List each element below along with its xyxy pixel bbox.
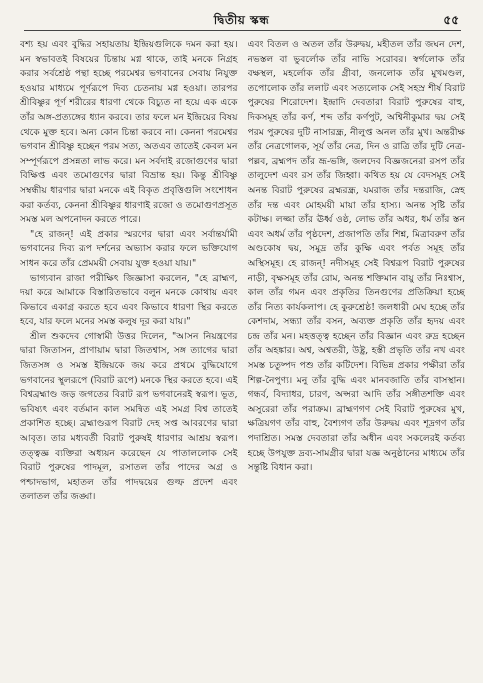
paragraph: এবং বিতল ও অতল তাঁর উরুদ্বয়, মহীতল তাঁর জঘন দেশ, নভস্তল বা ভুবর্লোক তাঁর নাভি সরোবর। স্বর্গলোক তাঁর বক্ষস্থল, মহর্লোক তাঁর গ্রীবা, জনলোক তাঁর মুখমণ্ডল, তপোলোক তাঁর ললাট এবং সত্যলোক সেই সহস্র শীর্ষ বিরাট পুরুষের শিরোদেশ। ইন্দ্রাদি দেবতারা বিরাট পুরুষের বাহু, দিকসমূহ তাঁর কর্ণ, শব্দ তাঁর কর্ণপুট, অশ্বিনীকুমার দ্বয় সেই পরম পুরুষের দুটি নাসারন্ধ্র, নীলুপ্ত অনল তাঁর মুখ। অন্তরীক্ষ তাঁর নেত্রগোলক, সূর্য তাঁর নেত্র, দিন ও রাত্রি তাঁর দুটি নেত্র-পল্লব, ব্রহ্মপদ তাঁর ভ্রূ-ভঙ্গি, জলদেব বিজ্ঞজনেরা রসপ তাঁর তালুদেশ এবং রস তাঁর জিহ্বা। কথিত হয় যে বেদসমূহ সেই অনন্ত বিরাট পুরুষের ব্রহ্মরন্ধ্র, যমরাজ তাঁর দন্তরাজি, স্নেহ তাঁর দন্ত এবং মোহময়ী মায়া তাঁর হাস্য। অনন্ত সৃষ্টি তাঁর কটাক্ষ। লজ্জা তাঁর ঊর্ধ্ব ওষ্ঠ, লোভ তাঁর অধর, ধর্ম তাঁর স্তন এবং অধর্ম তাঁর পৃষ্ঠদেশ, প্রজাপতি তাঁর শিশ্ন, মিত্রাবরুণ তাঁর অণ্ডকোষ দ্বয়, সমুদ্র তাঁর কুক্ষি এবং পর্বত সমূহ তাঁর অস্থিসমূহ। হে রাজন্! নদীসমূহ সেই বিশ্বরূপ বিরাট পুরুষের নাড়ী, বৃক্ষসমূহ তাঁর রোম, অনন্ত শক্তিমান বায়ু তাঁর নিঃশ্বাস, কাল তাঁর গমন এবং প্রকৃতির তিনগুণের প্রতিক্রিয়া হচ্ছে তাঁর নিত্য কার্যকলাপ। হে কুরুশ্রেষ্ঠ! জলধারী মেঘ হচ্ছে তাঁর কেশদাম, সন্ধ্যা তাঁর বসন, অব্যক্ত প্রকৃতি তাঁর হৃদয় এবং চন্দ্র তাঁর মন। মহত্তত্ত্ব হচ্ছেন তাঁর বিজ্ঞান এবং রুদ্র হচ্ছেন তাঁর অহঙ্কার। অশ্ব, অশ্বতরী, উষ্ট্র, হস্তী প্রভৃতি তাঁর নখ এবং সমস্ত চতুষ্পদ পশু তাঁর কটিদেশ। বিভিন্ন প্রকার পক্ষীরা তাঁর শিল্প-নৈপুণ্য। মনু তাঁর বুদ্ধি এবং মানবজাতি তাঁর বাসস্থান। গন্ধর্ব, বিদ্যাধর, চারণ, অপ্সরা আদি তাঁর সঙ্গীতশক্তি এবং অসুরেরা তাঁর পরাক্রম। ব্রাহ্মণগণ সেই বিরাট পুরুষের মুখ, ক্ষত্রিয়গণ তাঁর বাহু, বৈশ্যগণ তাঁর উরুদ্বয় এবং শূদ্রগণ তাঁর পদাশ্রিত। সমস্ত দেবতারা তাঁর অধীন এবং সকলেরই কর্তব্য হচ্ছে উপযুক্ত দ্রব্য-সামগ্রীর দ্বারা যজ্ঞ অনুষ্ঠানের মাধ্যমে তাঁর সন্তুষ্টি বিধান করা। bbox=[247, 39, 465, 474]
paragraph: বশ্য হয় এবং বুদ্ধির সহায়তায় ইন্দ্রিয়গুলিকে দমন করা হয়। মন স্বভাবতই বিষয়ের চিন্তায় মগ্ন থাকে, তাই মনকে নিগ্রহ করার সর্বশ্রেষ্ঠ পন্থা হচ্ছে পরমেশ্বর ভগবানের সেবায় নিযুক্ত হওয়ার মাধ্যমে পূর্ণরূপে দিব্য চেতনায় মগ্ন হওয়া। তারপর শ্রীবিষ্ণুর পূর্ণ শরীরের ধারণা থেকে বিচ্যুত না হয়ে এক একে তাঁর অঙ্গ-প্রত্যঙ্গের ধ্যান করবে। তার ফলে মন ইন্দ্রিয়ের বিষয় থেকে মুক্ত হবে। অন্য কোন চিন্তা করবে না। কেননা পরমেশ্বর ভগবান শ্রীবিষ্ণু হচ্ছেন পরম সত্য, অতএব তাতেই কেবল মন সম্পূর্ণরূপে প্রসন্নতা লাভ করে। মন সর্বদাই রজোগুণের দ্বারা বিক্ষিপ্ত এবং তমোগুণের দ্বারা বিভ্রান্ত হয়। কিন্তু শ্রীবিষ্ণু সম্বন্ধীয় ধারণার দ্বারা মনকে এই বিকৃত প্রবৃত্তিগুলি সংশোধন করা কর্তব্য, কেননা শ্রীবিষ্ণুর ধারণাই রজো ও তমোগুণপ্রসূত সমস্ত মল অপনোদন করতে পারে। bbox=[20, 39, 238, 226]
right-column bbox=[248, 38, 466, 670]
left-column bbox=[20, 38, 238, 670]
text-columns bbox=[20, 38, 465, 670]
page-number: ৫৫ bbox=[443, 13, 459, 27]
header-rule bbox=[24, 30, 461, 31]
paragraph: "হে রাজন্! এই প্রকার স্মরণের দ্বারা এবং সর্বান্তর্যামী ভগবানের দিব্য রূপ দর্শনের অভ্যাস করার ফলে ভক্তিযোগ সাধন করে তাঁর প্রেমময়ী সেবায় যুক্ত হওয়া যায়।" bbox=[20, 228, 238, 269]
paragraph: শ্রীল শুকদেব গোস্বামী উত্তর দিলেন, "আসন নিয়ন্ত্রণের দ্বারা জিতাসন, প্রাণায়াম দ্বারা জিতশ্বাস, সঙ্গ ত্যাগের দ্বারা জিতসঙ্গ ও সমস্ত ইন্দ্রিয়কে জয় করে প্রথমে বুদ্ধিযোগে ভগবানের স্থূলরূপে (বিরাট রূপে) মনকে স্থির করতে হবে। এই বিশ্বব্রহ্মাণ্ড জড় জগতের বিরাট রূপ ভগবানেরই স্বরূপ। ভূত, ভবিষ্যৎ এবং বর্তমান কাল সমন্বিত এই সমগ্র বিশ্ব তাতেই প্রকাশিত হচ্ছে। ব্রহ্মাণ্ডরূপ বিরাট দেহ সপ্ত আবরণের দ্বারা আবৃত। তার মধ্যবর্তী বিরাট পুরুষই ধারণার আশ্রয় স্বরূপ। তত্ত্বজ্ঞ ব্যক্তিরা অধ্যয়ন করেছেন যে পাতাললোক সেই বিরাট পুরুষের পাদমূল, রসাতল তাঁর পাদের অগ্র ও পশ্চাদভাগ, মহাতল তাঁর পাদদ্বয়ের গুল্ফ প্রদেশ এবং তলাতল তাঁর জঙ্ঘা। bbox=[20, 330, 238, 503]
paragraph: ভাগ্যবান রাজা পরীক্ষিৎ জিজ্ঞাসা করলেন, "হে ব্রাহ্মণ, দয়া করে আমাকে বিস্তারিতভাবে বলুন মনকে কোথায় এবং কিভাবে একাগ্র করতে হবে এবং কিভাবে ধারণা স্থির করতে হবে, যার ফলে মনের সমস্ত কলুষ দূর করা যায়।" bbox=[20, 272, 238, 328]
running-title: দ্বিতীয় স্কন্ধ bbox=[213, 13, 270, 27]
